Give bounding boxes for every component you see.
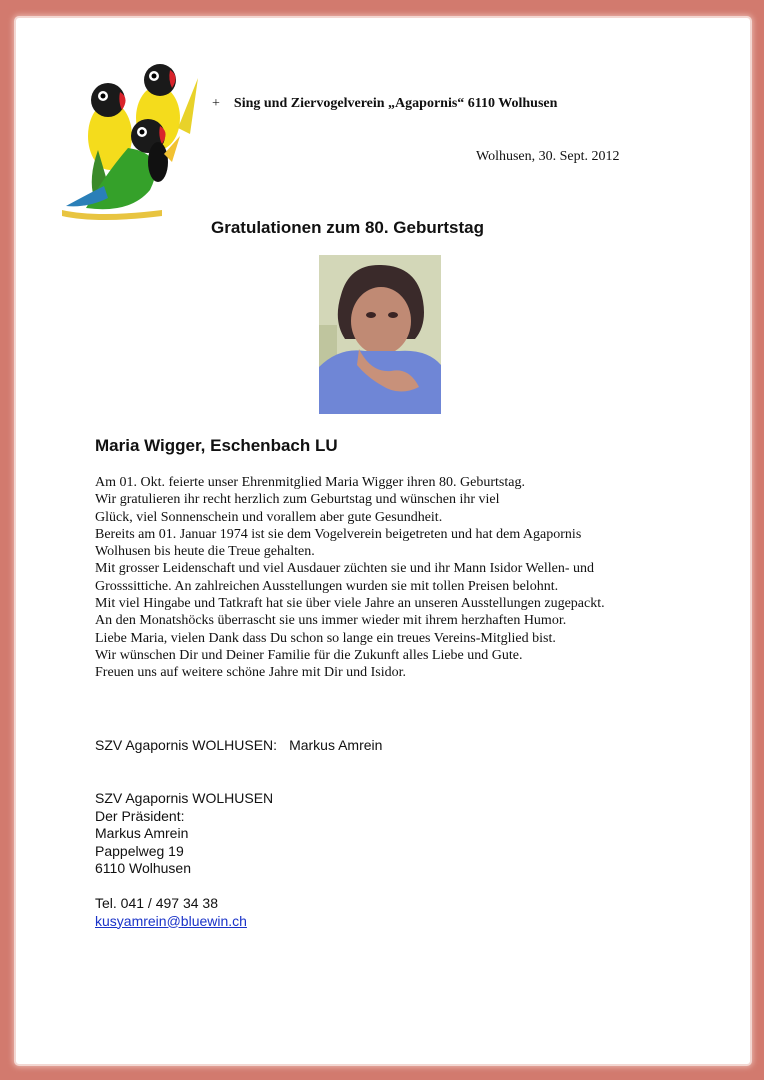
contact-phone: Tel. 041 / 497 34 38 (95, 895, 218, 911)
page-title: Gratulationen zum 80. Geburtstag (211, 218, 484, 237)
body-line: Wir gratulieren ihr recht herzlich zum Geburtstag und wünschen ihr viel (95, 492, 500, 508)
body-line: Mit viel Hingabe und Tatkraft hat sie über viele Jahre an unseren Ausstellungen zugepackt. (95, 596, 605, 612)
body-line: Freuen uns auf weitere schöne Jahre mit Dir und Isidor. (95, 665, 407, 681)
club-name: Sing und Ziervogelverein „Agapornis“ 6110 Wolhusen (233, 96, 558, 111)
signoff-line (95, 737, 382, 753)
body-line: Wolhusen bis heute die Treue gehalten. (95, 544, 315, 560)
lovebirds-logo-icon (58, 58, 206, 224)
body-line: Bereits am 01. Januar 1974 ist sie dem Vogelverein beigetreten und hat dem Agapornis (95, 526, 582, 542)
contact-city: 6110 Wolhusen (95, 860, 191, 876)
body-line: Am 01. Okt. feierte unser Ehrenmitglied Maria Wigger ihren 80. Geburtstag. (95, 475, 525, 490)
email-link[interactable]: kusyamrein@bluewin.ch (95, 912, 247, 929)
letter-date: Wolhusen, 30. Sept. 2012 (476, 149, 620, 164)
plus-sign: + (212, 96, 220, 111)
contact-org: SZV Agapornis WOLHUSEN (95, 790, 274, 806)
club-header (212, 96, 557, 112)
portrait-photo (319, 255, 441, 414)
contact-name: Markus Amrein (95, 825, 189, 841)
contact-street: Pappelweg 19 (95, 842, 184, 859)
body-line: Grosssittiche. An zahlreichen Ausstellungen wurden sie mit tollen Preisen belohnt. (95, 578, 559, 594)
body-line: Mit grosser Leidenschaft und viel Ausdauer züchten sie und ihr Mann Isidor Wellen- und (95, 561, 594, 577)
signoff-name: Markus Amrein (289, 737, 383, 753)
signoff-org: SZV Agapornis WOLHUSEN: (95, 737, 278, 753)
person-name: Maria Wigger, Eschenbach LU (95, 436, 338, 455)
body-line: Wir wünschen Dir und Deiner Familie für die Zukunft alles Liebe und Gute. (95, 647, 523, 663)
contact-role: Der Präsident: (95, 807, 185, 824)
body-line: An den Monatshöcks überrascht sie uns immer wieder mit ihrem herzhaften Humor. (95, 613, 567, 629)
contact-block (95, 790, 273, 930)
letter-body (95, 474, 695, 682)
body-line: Glück, viel Sonnenschein und vorallem aber gute Gesundheit. (95, 509, 443, 525)
body-line: Liebe Maria, vielen Dank dass Du schon so lange ein treues Vereins-Mitglied bist. (95, 630, 556, 646)
